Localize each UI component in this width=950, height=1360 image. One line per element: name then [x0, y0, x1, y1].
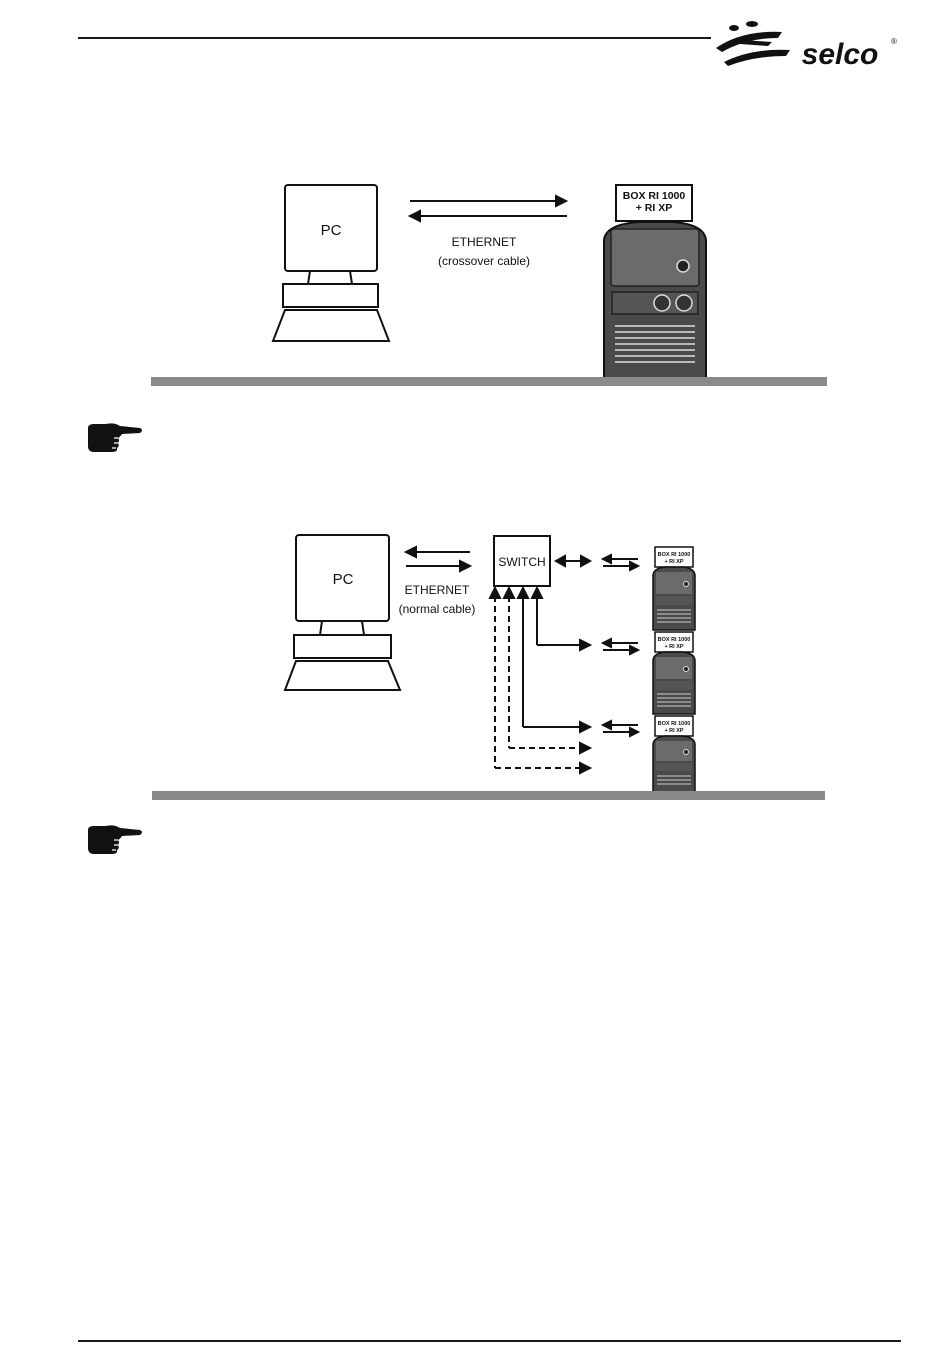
- pc-label: PC: [320, 222, 342, 239]
- ethernet-label: ETHERNET: [451, 235, 517, 249]
- pc-computer: [285, 535, 400, 690]
- pointing-hand-icon: [84, 822, 146, 858]
- device-2-label-line1: BOX RI 1000: [657, 637, 691, 643]
- normal-cable-label: (normal cable): [398, 602, 476, 616]
- device-3-label-line2: + RI XP: [664, 728, 684, 734]
- switch-label: SWITCH: [498, 555, 546, 569]
- device-1-label-line2: + RI XP: [664, 559, 684, 565]
- registered-mark: ®: [891, 37, 897, 46]
- device-2-label-line2: + RI XP: [664, 644, 684, 650]
- ethernet-label: ETHERNET: [404, 583, 470, 597]
- device-1-label-line1: BOX RI 1000: [657, 552, 691, 558]
- footer-rule: [78, 1340, 901, 1342]
- crossover-cable-label: (crossover cable): [437, 254, 531, 268]
- device-label-line1: BOX RI 1000: [622, 190, 686, 202]
- diagram2-baseline: [152, 791, 825, 800]
- device-label-line2: + RI XP: [635, 202, 673, 214]
- pc-label: PC: [332, 571, 354, 588]
- device-3-label-line1: BOX RI 1000: [657, 721, 691, 727]
- logo-text: selco: [801, 38, 879, 71]
- ethernet-arrows: [406, 547, 470, 571]
